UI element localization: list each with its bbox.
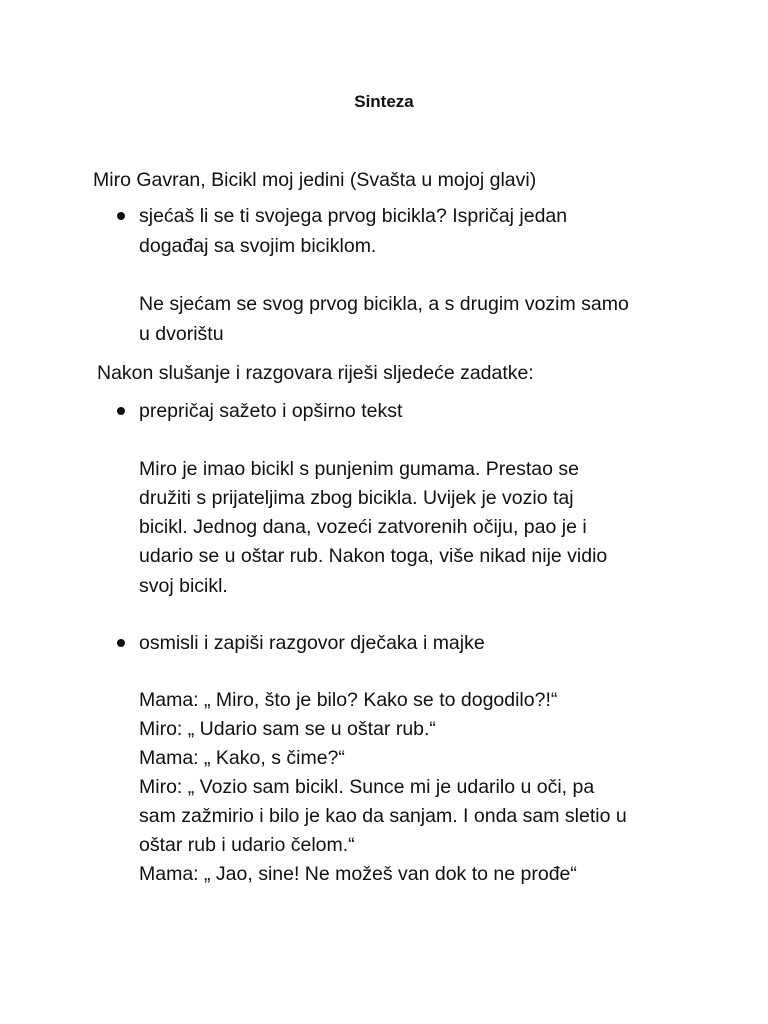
answer-1-line-2: u dvorištu (139, 323, 224, 345)
dialogue-line-2: Miro: „ Udario sam se u oštar rub.“ (139, 718, 436, 740)
question-3-line-1: osmisli i zapiši razgovor dječaka i majke (139, 632, 485, 654)
answer-1-line-1: Ne sjećam se svog prvog bicikla, a s drugim vozim samo (139, 293, 629, 315)
instruction-line: Nakon slušanje i razgovara riješi sljedeće zadatke: (97, 362, 534, 384)
answer-2-line-5: svoj bicikl. (139, 575, 228, 597)
dialogue-line-6: oštar rub i udario čelom.“ (139, 834, 355, 856)
dialogue-line-1: Mama: „ Miro, što je bilo? Kako se to dogodilo?!“ (139, 689, 558, 711)
dialogue-line-3: Mama: „ Kako, s čime?“ (139, 747, 345, 769)
dialogue-line-5: sam zažmirio i bilo je kao da sanjam. I onda sam sletio u (139, 805, 627, 827)
dialogue-line-4: Miro: „ Vozio sam bicikl. Sunce mi je udarilo u oči, pa (139, 776, 595, 798)
question-1-line-2: događaj sa svojim biciklom. (139, 235, 377, 257)
answer-2-line-2: družiti s prijateljima zbog bicikla. Uvijek je vozio taj (139, 487, 574, 509)
bullet-icon (117, 212, 125, 220)
answer-2-line-4: udario se u oštar rub. Nakon toga, više nikad nije vidio (139, 545, 608, 567)
intro-line: Miro Gavran, Bicikl moj jedini (Svašta u mojoj glavi) (93, 169, 537, 191)
dialogue-line-7: Mama: „ Jao, sine! Ne možeš van dok to ne prođe“ (139, 863, 577, 885)
answer-2-line-1: Miro je imao bicikl s punjenim gumama. Prestao se (139, 458, 580, 480)
bullet-icon (117, 639, 125, 647)
question-1-line-1: sjećaš li se ti svojega prvog bicikla? Ispričaj jedan (139, 205, 568, 227)
page-title: Sinteza (354, 92, 414, 111)
bullet-icon (117, 407, 125, 415)
answer-2-line-3: bicikl. Jednog dana, vozeći zatvorenih očiju, pao je i (139, 516, 587, 538)
question-2-line-1: prepričaj sažeto i opširno tekst (139, 400, 403, 422)
